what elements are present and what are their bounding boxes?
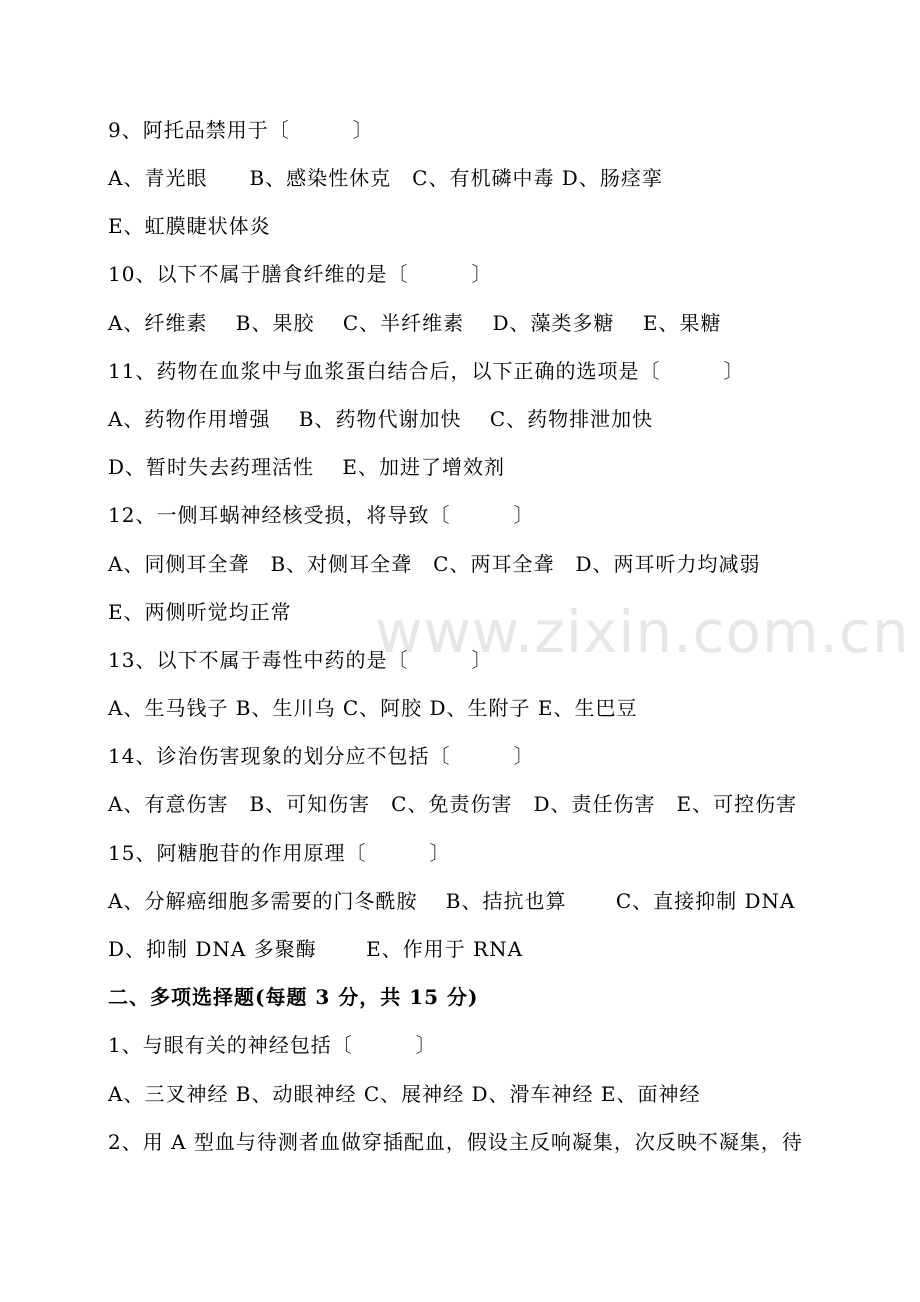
question-12: 12、一侧耳蜗神经核受损，将导致〔 〕 [108,503,535,527]
question-11-options-1: A、药物作用增强 B、药物代谢加快 C、药物排泄加快 [108,407,654,431]
section-heading: 二、多项选择题(每题 3 分，共 15 分) [108,985,479,1009]
question-15-options-2: D、抑制 DNA 多聚酶 E、作用于 RNA [108,937,524,961]
question-9: 9、阿托品禁用于〔 〕 [108,118,374,142]
question-14: 14、诊治伤害现象的划分应不包括〔 〕 [108,744,535,768]
multi-question-1-options: A、三叉神经 B、动眼神经 C、展神经 D、滑车神经 E、面神经 [108,1082,701,1106]
multi-question-2: 2、用 A 型血与待测者血做穿插配血，假设主反响凝集，次反映不凝集，待 [108,1130,803,1154]
question-13-options: A、生马钱子 B、生川乌 C、阿胶 D、生附子 E、生巴豆 [108,696,638,720]
question-10: 10、以下不属于膳食纤维的是〔 〕 [108,262,493,286]
question-14-options: A、有意伤害 B、可知伤害 C、免责伤害 D、责任伤害 E、可控伤害 [108,792,798,816]
multi-question-1: 1、与眼有关的神经包括〔 〕 [108,1033,437,1057]
question-11: 11、药物在血浆中与血浆蛋白结合后，以下正确的选项是〔 〕 [108,359,745,383]
question-12-options-2: E、两侧听觉均正常 [108,600,292,624]
question-15-options-1: A、分解癌细胞多需要的门冬酰胺 B、拮抗也算 C、直接抑制 DNA [108,889,796,913]
question-12-options-1: A、同侧耳全聋 B、对侧耳全聋 C、两耳全聋 D、两耳听力均减弱 [108,552,761,576]
watermark: www.zixin.com.cn [375,598,910,666]
question-13: 13、以下不属于毒性中药的是〔 〕 [108,648,493,672]
question-9-options-2: E、虹膜睫状体炎 [108,214,271,238]
question-9-options-1: A、青光眼 B、感染性休克 C、有机磷中毒 D、肠痉挛 [108,166,663,190]
question-11-options-2: D、暂时失去药理活性 E、加进了增效剂 [108,455,505,479]
question-10-options: A、纤维素 B、果胶 C、半纤维素 D、藻类多糖 E、果糖 [108,311,722,335]
question-15: 15、阿糖胞苷的作用原理〔 〕 [108,841,451,865]
